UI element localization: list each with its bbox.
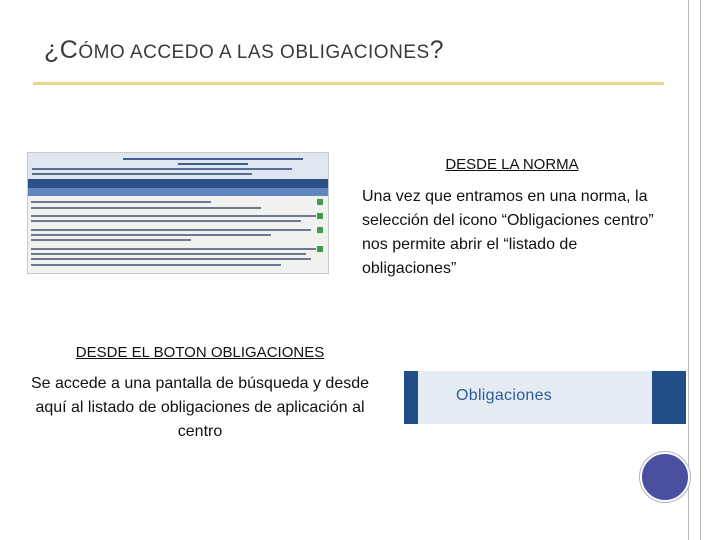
obligaciones-button[interactable] [404, 371, 686, 424]
thumbnail-subbar [28, 188, 328, 196]
thumbnail-toolbar [28, 179, 328, 188]
thumbnail-header [28, 153, 328, 179]
slide-title [44, 36, 664, 65]
frame-line-right [700, 0, 701, 540]
boton-description: Se accede a una pantalla de búsqueda y desde aquí al listado de obligaciones de aplicación al centro [30, 375, 370, 440]
norma-heading: DESDE LA NORMA [445, 156, 579, 173]
frame-line-left [688, 0, 689, 540]
norma-screenshot-thumbnail [27, 152, 329, 274]
obligaciones-button-label: Obligaciones [456, 387, 553, 404]
title-end: ? [429, 36, 445, 64]
title-underline [33, 82, 664, 85]
norma-description: Una vez que entramos en una norma, la selección del icono “Obligaciones centro” nos permite abrir el “listado de obligaciones” [362, 188, 654, 277]
title-first: ¿C [44, 36, 79, 64]
title-rest: ÓMO ACCEDO A LAS OBLIGACIONES [78, 42, 430, 63]
decorative-circle [640, 452, 690, 502]
boton-heading: DESDE EL BOTON OBLIGACIONES [75, 344, 325, 361]
